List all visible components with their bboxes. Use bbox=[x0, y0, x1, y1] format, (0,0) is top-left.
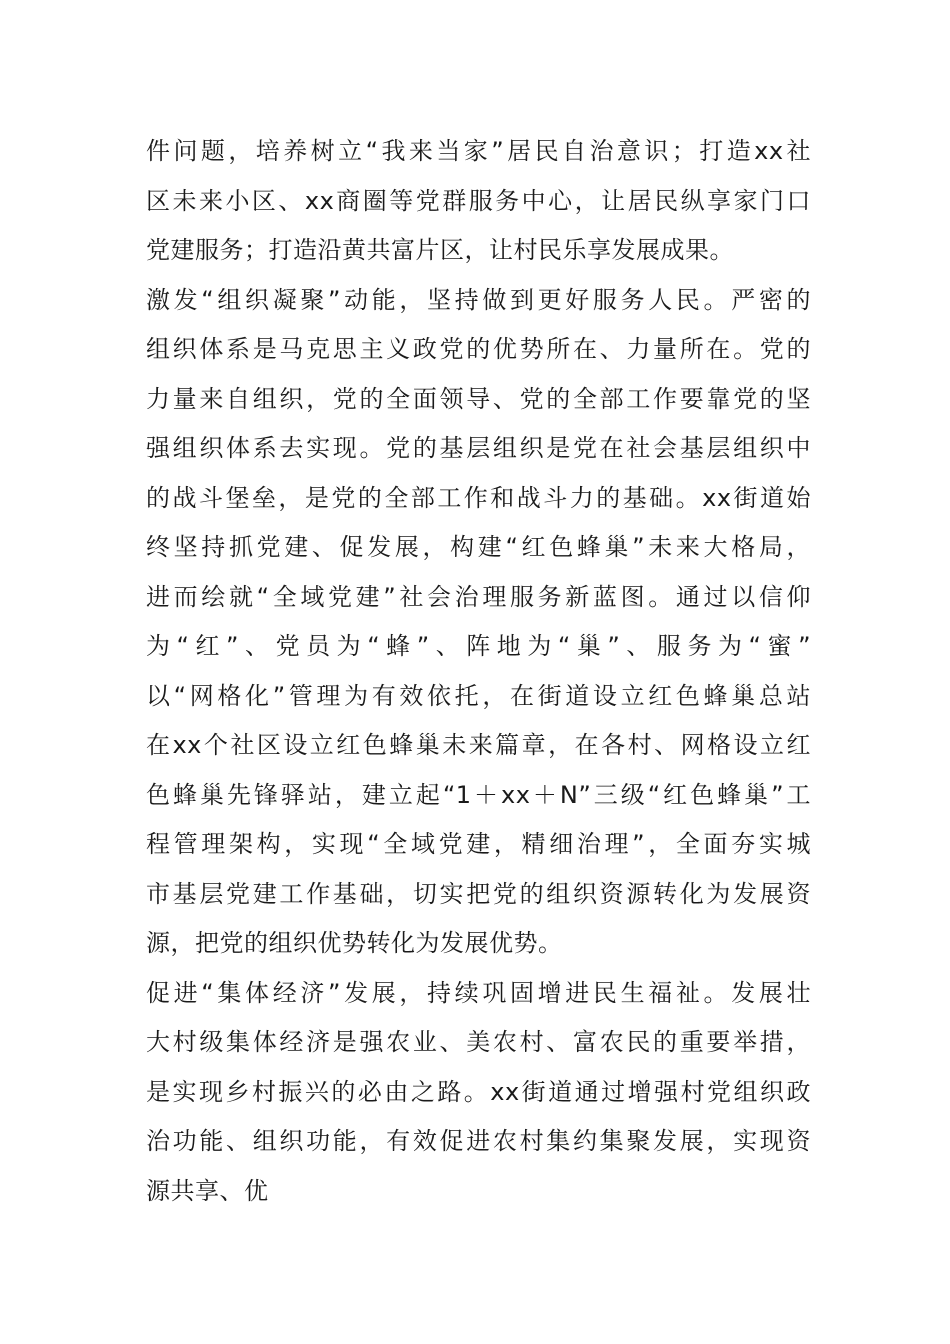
text-line: 大村级集体经济是强农业、美农村、富农民的重要举措， bbox=[146, 1028, 811, 1056]
text-line: 是实现乡村振兴的必由之路。xx街道通过增强村党组织政 bbox=[146, 1077, 811, 1106]
text-line: 程管理架构，实现“全域党建，精细治理”，全面夯实城 bbox=[146, 830, 811, 858]
text-line: 以“网格化”管理为有效依托，在街道设立红色蜂巢总站 bbox=[146, 681, 811, 710]
text-line: 区未来小区、xx商圈等党群服务中心，让居民纵享家门口 bbox=[146, 186, 811, 215]
text-line: 终坚持抓党建、促发展，构建“红色蜂巢”未来大格局， bbox=[146, 533, 811, 561]
text-line: 强组织体系去实现。党的基层组织是党在社会基层组织中 bbox=[146, 434, 811, 462]
text-line: 源，把党的组织优势转化为发展优势。 bbox=[146, 929, 563, 957]
text-line: 力量来自组织，党的全面领导、党的全部工作要靠党的坚 bbox=[146, 384, 811, 413]
text-line: 为“红”、党员为“蜂”、阵地为“巢”、服务为“蜜” bbox=[146, 632, 811, 660]
body-text bbox=[146, 127, 811, 1216]
text-line: 的战斗堡垒，是党的全部工作和战斗力的基础。xx街道始 bbox=[146, 483, 811, 512]
text-line: 在xx个社区设立红色蜂巢未来篇章，在各村、网格设立红 bbox=[146, 731, 811, 759]
text-line: 源共享、优 bbox=[146, 1176, 269, 1205]
text-line: 市基层党建工作基础，切实把党的组织资源转化为发展资 bbox=[146, 879, 811, 908]
text-line: 促进“集体经济”发展，持续巩固增进民生福祉。发展壮 bbox=[146, 978, 811, 1007]
text-line: 进而绘就“全域党建”社会治理服务新蓝图。通过以信仰 bbox=[146, 582, 811, 611]
text-line: 件问题，培养树立“我来当家”居民自治意识；打造xx社 bbox=[146, 137, 811, 165]
text-line: 治功能、组织功能，有效促进农村集约集聚发展，实现资 bbox=[146, 1127, 811, 1155]
text-line: 色蜂巢先锋驿站，建立起“1＋xx＋N”三级“红色蜂巢”工 bbox=[146, 780, 811, 809]
text-line: 组织体系是马克思主义政党的优势所在、力量所在。党的 bbox=[146, 335, 811, 363]
text-line: 激发“组织凝聚”动能，坚持做到更好服务人民。严密的 bbox=[146, 285, 811, 314]
text-line: 党建服务；打造沿黄共富片区，让村民乐享发展成果。 bbox=[146, 236, 734, 264]
